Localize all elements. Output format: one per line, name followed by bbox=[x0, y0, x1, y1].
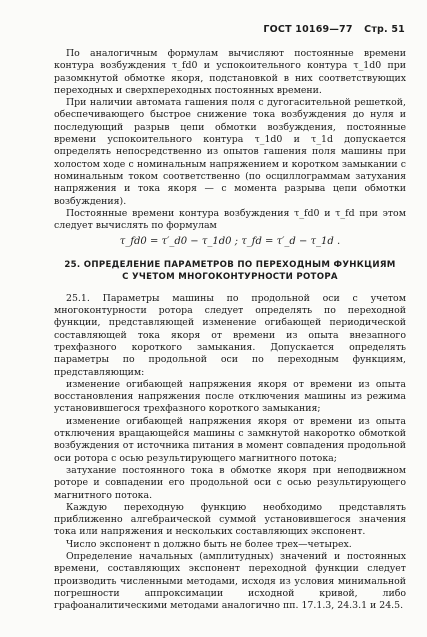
paragraph: Каждую переходную функцию необходимо представлять приближенно алгебраической суммой установившегося значения тока или напряжения и нескольких составляющих экспонент. bbox=[54, 501, 406, 538]
standard-number: ГОСТ 10169—77 bbox=[263, 24, 353, 35]
paragraph: Число экспонент n должно быть не более трех—четырех. bbox=[66, 538, 352, 550]
paragraph: затухание постоянного тока в обмотке якоря при неподвижном роторе и совпадении его продольной оси с осью результирующего магнитного потока. bbox=[54, 464, 406, 501]
paragraph: изменение огибающей напряжения якоря от времени из опыта отключения вращающейся машины с замкнутой накоротко обмоткой возбуждения от источника питания в момент совпадения продольной оси ротора с осью результирующего магнитного потока; bbox=[54, 415, 406, 464]
paragraph: Постоянные времени контура возбуждения τ_fd0 и τ_fd при этом следует вычислять по формулам bbox=[54, 207, 406, 232]
page-body bbox=[54, 48, 406, 612]
paragraph: 25.1. Параметры машины по продольной оси с учетом многоконтурности ротора следует определять по переходной функции, представляющей изменение огибающей периодической составляющей тока якоря от времени из опыта внезапного трехфазного короткого замыкания. Допускается определять параметры по продольной оси по переходным функциям, представляющим: bbox=[54, 292, 406, 378]
page-number: Стр. 51 bbox=[364, 24, 405, 35]
section-heading-line2: С УЧЕТОМ МНОГОКОНТУРНОСТИ РОТОРА bbox=[122, 271, 338, 282]
paragraph: При наличии автомата гашения поля с дугогасительной решеткой, обеспечивающего быстрое снижение тока возбуждения до нуля и последующий разрыв цепи обмотки возбуждения, постоянные времени успокоительного контура τ_1d0 и τ_1d допускается определять непосредственно из опытов гашения поля машины при холостом ходе с номинальным напряжением и коротком замыкании с номинальным током соответственно (по осциллограммам затухания напряжения и тока якоря — с момента разрыва цепи обмотки возбуждения). bbox=[54, 97, 406, 207]
paragraph: изменение огибающей напряжения якоря от времени из опыта восстановления напряжения после отключения машины из режима установившегося трехфазного короткого замыкания; bbox=[54, 378, 406, 415]
paragraph: По аналогичным формулам вычисляют постоянные времени контура возбуждения τ_fd0 и успокоительного контура τ_1d0 при разомкнутой обмотке якоря, подстановкой в них соответствующих переходных и сверхпереходных постоянных времени. bbox=[54, 48, 406, 96]
paragraph: Определение начальных (амплитудных) значений и постоянных времени, составляющих экспонент переходной функции следует производить численными методами, исходя из условия минимальной погрешности аппроксимации исходной кривой, либо графоаналитическими методами аналогично пп. 17.1.3, 24.3.1 и 24.5. bbox=[54, 550, 406, 612]
formula: τ_fd0 = τ′_d0 − τ_1d0 ; τ_fd = τ′_d − τ_1d . bbox=[119, 236, 341, 248]
page-header bbox=[255, 24, 405, 35]
section-heading bbox=[60, 259, 400, 283]
section-heading-line1: 25. ОПРЕДЕЛЕНИЕ ПАРАМЕТРОВ ПО ПЕРЕХОДНЫМ ФУНКЦИЯМ bbox=[64, 259, 396, 270]
